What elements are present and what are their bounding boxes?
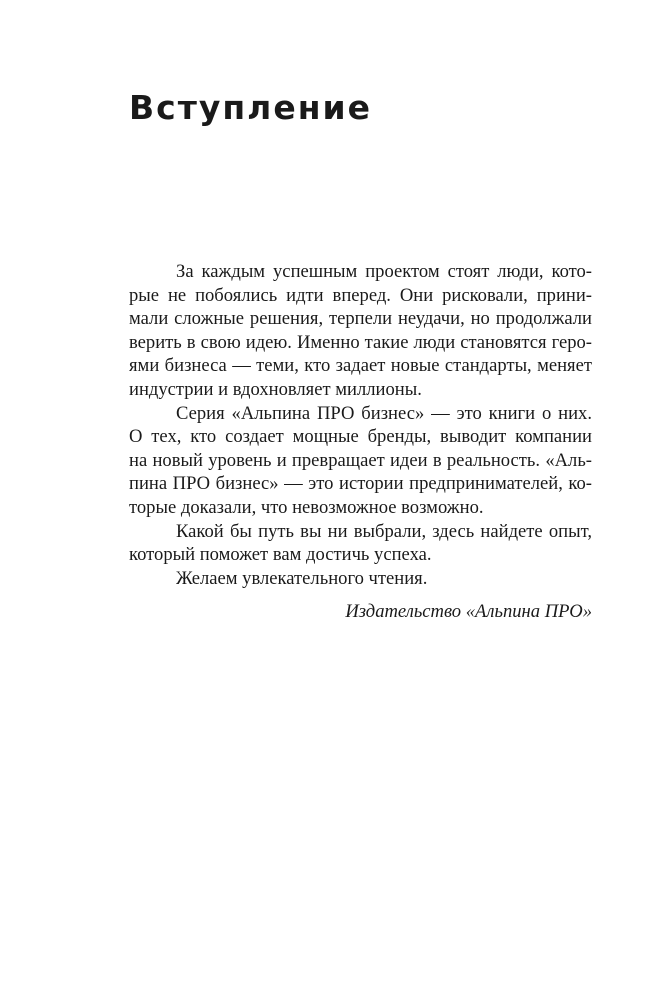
text-line: торые доказали, что невозможное возможно. xyxy=(129,496,484,518)
text-line: мали сложные решения, терпели неудачи, но продолжали xyxy=(129,308,592,330)
publisher-signature: Издательство «Альпина ПРО» xyxy=(345,601,592,622)
text-line: индустрии и вдохновляет миллионы. xyxy=(129,378,422,400)
text-line: Какой бы путь вы ни выбрали, здесь найдете опыт, xyxy=(176,520,592,542)
text-line: Желаем увлекательного чтения. xyxy=(176,567,428,589)
text-line: рые не побоялись идти вперед. Они рисковали, прини- xyxy=(129,284,592,306)
text-line: пина ПРО бизнес» — это истории предпринимателей, ко- xyxy=(129,473,592,495)
text-line: ями бизнеса — теми, кто задает новые стандарты, меняет xyxy=(129,355,592,377)
text-line: О тех, кто создает мощные бренды, выводит компании xyxy=(129,426,592,448)
text-line: За каждым успешным проектом стоят люди, кото- xyxy=(176,261,592,282)
text-line: Серия «Альпина ПРО бизнес» — это книги о них. xyxy=(176,402,592,424)
text-line: на новый уровень и превращает идеи в реальность. «Аль- xyxy=(129,449,592,471)
text-line: который поможет вам достичь успеха. xyxy=(129,544,432,566)
text-line: верить в свою идею. Именно такие люди становятся геро- xyxy=(129,331,592,353)
page-title: Вступление xyxy=(129,88,373,127)
intro-body xyxy=(129,260,592,590)
